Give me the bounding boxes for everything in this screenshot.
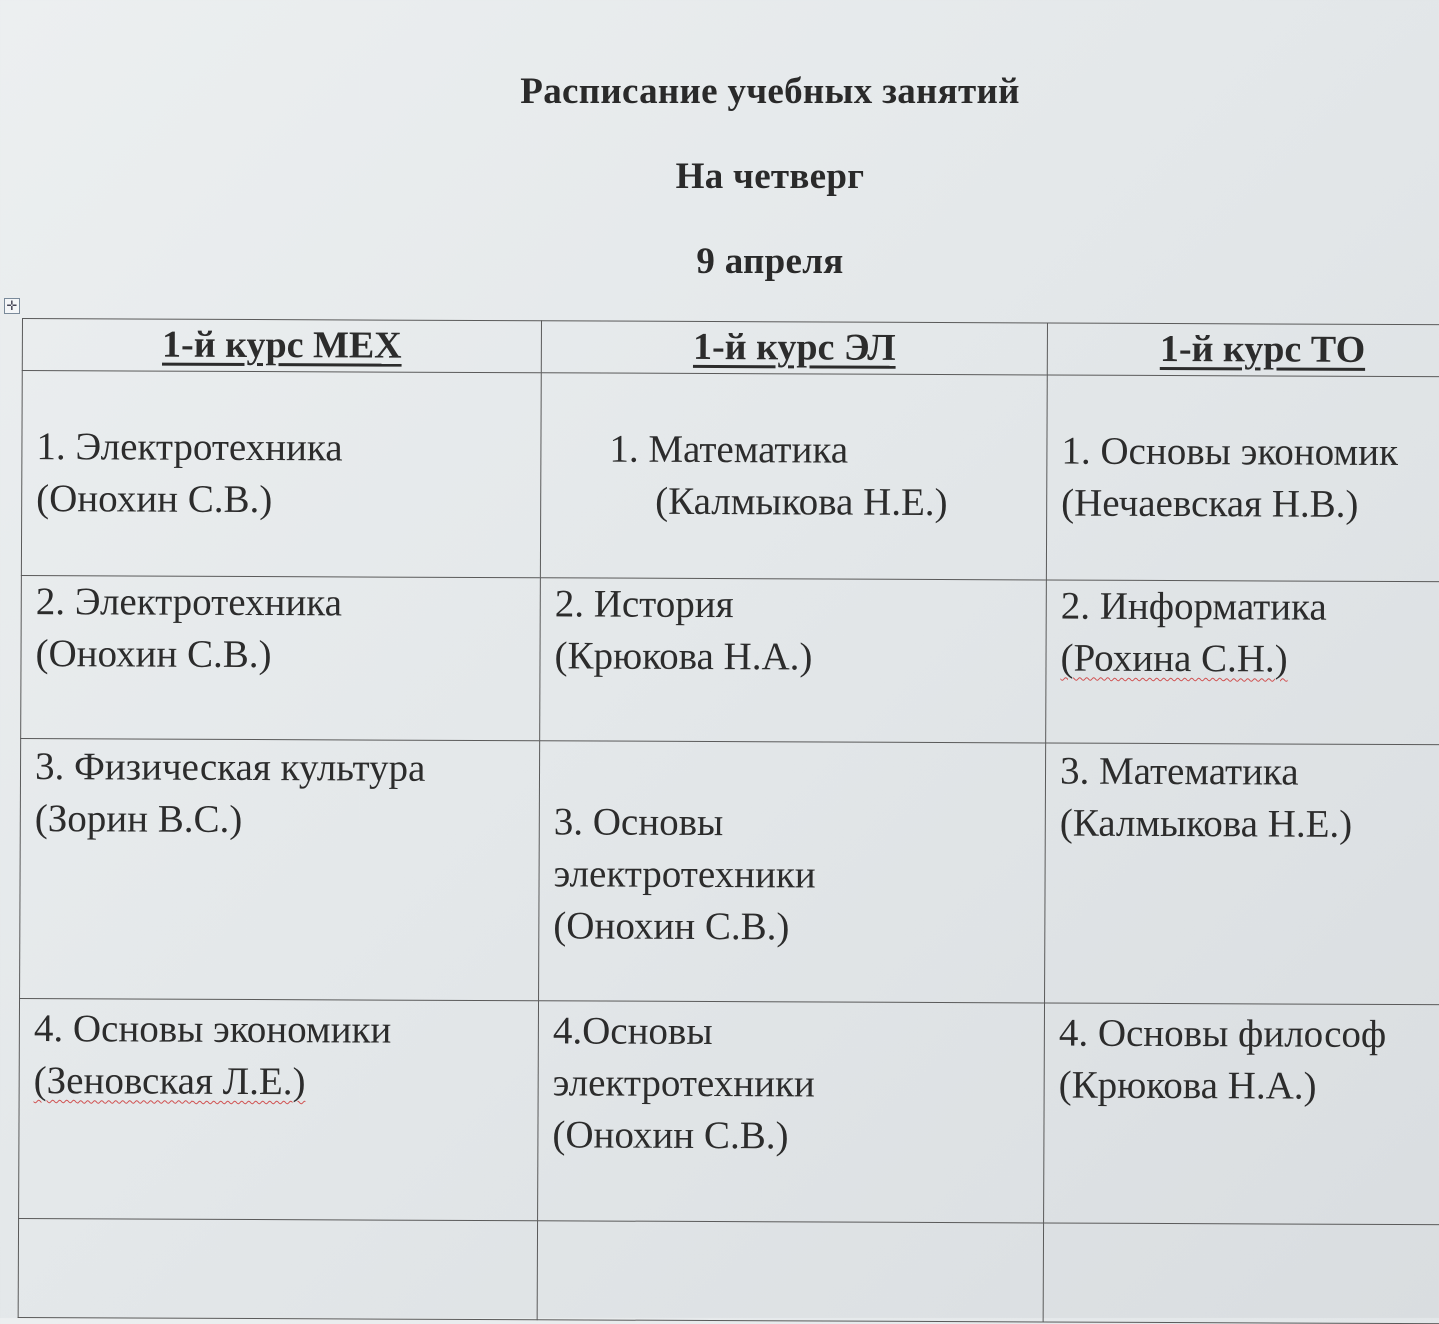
table-cell[interactable] <box>540 372 1047 579</box>
subject-text: 3. Основы <box>553 800 724 845</box>
teacher-text: (Калмыкова Н.Е.) <box>655 479 948 525</box>
document-date: 9 апреля <box>696 241 844 282</box>
subject-text: 4. Основы философ <box>1058 1011 1387 1056</box>
table-cell[interactable] <box>19 738 539 1000</box>
table-cell[interactable] <box>537 1000 1044 1222</box>
subject-text: 4.Основы <box>552 1009 713 1054</box>
subject-text: 1. Математика <box>609 427 849 472</box>
teacher-text: (Крюкова Н.А.) <box>1058 1063 1317 1108</box>
table-row <box>19 738 1439 1004</box>
subject-text: 4. Основы экономики <box>33 1007 392 1052</box>
table-row <box>20 575 1439 744</box>
header-cell-el[interactable] <box>541 320 1047 374</box>
subject-text: 2. История <box>554 582 734 627</box>
schedule-table <box>18 318 1439 1324</box>
header-label-el: 1-й курс ЭЛ <box>692 325 896 369</box>
table-cell[interactable] <box>1045 579 1439 744</box>
table-cell[interactable] <box>21 370 541 577</box>
table-row <box>21 370 1439 581</box>
header-label-mex: 1-й курс МЕХ <box>162 323 402 367</box>
subject-text: 1. Электротехника <box>36 425 343 470</box>
teacher-text: (Калмыкова Н.Е.) <box>1059 801 1353 846</box>
teacher-text: (Крюкова Н.А.) <box>554 634 813 679</box>
subject-text: 3. Математика <box>1059 749 1299 794</box>
misspelled-word: (Рохина С.Н.) <box>1060 636 1288 681</box>
misspelled-word: (Зеновская Л.Е.) <box>33 1059 306 1104</box>
header-cell-mex[interactable] <box>22 318 541 372</box>
table-cell[interactable] <box>538 740 1045 1002</box>
teacher-text: (Онохин С.В.) <box>552 1113 789 1158</box>
subject-text: 2. Электротехника <box>35 580 343 625</box>
header-label-to: 1-й курс ТО <box>1159 327 1366 371</box>
teacher-text: (Онохин С.В.) <box>36 477 273 522</box>
table-row-empty <box>18 1218 1439 1324</box>
table-cell[interactable] <box>18 998 538 1220</box>
table-cell[interactable] <box>20 575 540 740</box>
table-cell-empty[interactable] <box>18 1218 537 1320</box>
teacher-text: (Зорин В.С.) <box>34 797 243 841</box>
document-day: На четверг <box>675 156 865 197</box>
table-header-row <box>22 318 1439 376</box>
teacher-text <box>34 1055 538 1109</box>
table-cell[interactable] <box>1046 374 1439 581</box>
header-cell-to[interactable] <box>1047 322 1439 376</box>
subject-text: 2. Информатика <box>1060 584 1327 629</box>
teacher-text: (Онохин С.В.) <box>553 904 790 949</box>
teacher-text: (Онохин С.В.) <box>35 632 272 677</box>
table-cell[interactable] <box>1043 1002 1439 1224</box>
move-icon[interactable]: ✛ <box>4 298 20 314</box>
table-cell[interactable] <box>539 577 1046 742</box>
table-cell-empty[interactable] <box>537 1220 1043 1322</box>
teacher-text: (Нечаевская Н.В.) <box>1061 481 1359 526</box>
table-cell[interactable] <box>1044 742 1439 1004</box>
table-row <box>18 998 1439 1224</box>
subject-text-continued: электротехники <box>552 1061 815 1106</box>
subject-text: 3. Физическая культура <box>34 745 426 790</box>
table-cell-empty[interactable] <box>1043 1222 1439 1324</box>
teacher-text <box>1060 633 1439 687</box>
subject-text-continued: электротехники <box>553 852 816 897</box>
document-title: Расписание учебных занятий <box>520 71 1020 112</box>
subject-text: 1. Основы экономик <box>1061 429 1399 475</box>
